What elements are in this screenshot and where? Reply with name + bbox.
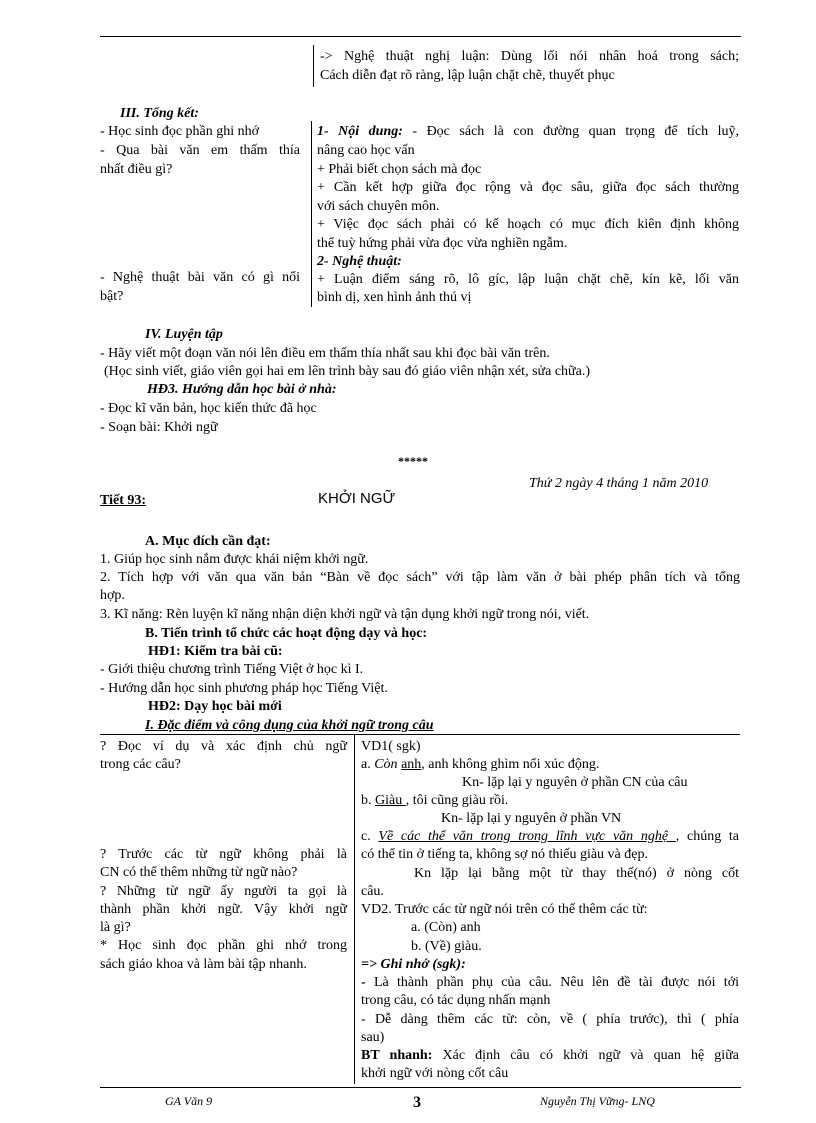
exercise-text: Xác định câu có khởi ngữ và quan hệ giữa [432,1048,739,1063]
summary-left-1: - Học sinh đọc phần ghi nhớ [100,124,260,139]
art-label: 2- Nghệ thuật: [317,254,402,269]
question-line-9: sách giáo khoa và làm bài tập nhanh. [100,957,307,972]
objectives-line-4: 3. Kĩ năng: Rèn luyện kĩ năng nhận diện khởi ngữ và tận dụng khởi ngữ trong nói, viết. [100,607,590,622]
example-b-note: Kn- lặp lại y nguyên ở phần VN [441,811,622,826]
summary-left-2: - Qua bài văn em thấm thía [100,143,300,158]
question-line-5: ? Những từ ngữ ấy người ta gọi là [100,884,347,899]
footer-left: GA Văn 9 [165,1094,213,1108]
question-line-7: là gì? [100,920,131,935]
example-2-a: a. (Còn) anh [411,920,481,935]
example-a-note: Kn- lặp lại y nguyên ở phần CN của câu [462,775,688,790]
example-b [361,791,508,810]
section-separator: ***** [398,454,428,468]
lesson-title: KHỞI NGỮ [318,490,396,507]
homework-line-2: - Soạn bài: Khởi ngữ [100,420,218,435]
question-line-6: thành phần khởi ngữ. Vậy khởi ngữ [100,902,347,917]
top-box-line-1: -> Nghệ thuật nghị luận: Dùng lối nói nhân hoá trong sách; [320,49,739,64]
question-line-4: CN có thể thêm những từ ngữ nào? [100,865,298,880]
question-line-3: ? Trước các từ ngữ không phải là [100,847,347,862]
summary-left-4: - Nghệ thuật bài văn có gì nổi [100,270,300,285]
page-number: 3 [413,1094,421,1111]
content-text: - Đọc sách là con đường quan trọng để tích luỹ, [402,124,739,139]
table-top-rule [100,734,740,735]
example-a-con: Còn [374,757,398,772]
summary-art-line-1: + Luận điểm sáng rõ, lô gíc, lập luận chặt chẽ, kín kẽ, lối văn [317,272,739,287]
summary-left-3: nhất điều gì? [100,162,173,177]
hd2-heading: HĐ2: Dạy học bài mới [148,699,282,714]
example-b-rest: , tôi cũng giàu rồi. [405,793,509,808]
remember-line-3: - Dễ dàng thêm các từ: còn, về ( phía trước), thì ( phía [361,1012,739,1027]
objectives-heading: A. Mục đích cần đạt: [145,534,271,549]
example-a-anh: anh [401,757,422,772]
summary-table-divider [311,121,312,307]
question-line-2: trong các câu? [100,757,181,772]
header-rule [100,36,741,37]
example-2-heading: VD2. Trước các từ ngữ nói trên có thể thêm các từ: [361,902,648,917]
example-c-note-2: câu. [361,884,384,899]
question-line-1: ? Đọc ví dụ và xác định chủ ngữ [100,739,347,754]
content-label: 1- Nội dung: [317,124,403,139]
example-c-underlined: các thể văn trong trong lĩnh vực văn nghệ [393,829,676,844]
example-c-rest: , chúng ta [675,829,740,844]
remember-line-1 [361,973,739,992]
example-c-ve: Về [378,829,394,844]
footer-right: Nguyễn Thị Vững- LNQ [540,1094,655,1108]
summary-content-line-5: với sách chuyên môn. [317,199,440,214]
hd1-heading: HĐ1: Kiểm tra bài cũ: [148,644,283,659]
section-heading: I. Đặc điểm và công dụng của khởi ngữ trong câu [145,718,434,733]
table-divider [354,734,355,1084]
example-c-note: Kn lặp lại bằng một từ thay thế(nó) ở nòng cốt [414,866,739,881]
process-heading: B. Tiến trình tổ chức các hoạt động dạy và học: [145,626,428,641]
summary-content-line-1 [317,122,739,141]
homework-heading: HĐ3. Hướng dẫn học bài ở nhà: [147,382,337,397]
summary-art-line-2: bình dị, xen hình ảnh thú vị [317,290,472,305]
exercise-line-1 [361,1046,739,1065]
summary-content-line-3: + Phải biết chọn sách mà đọc [317,162,482,177]
remember-line-4: sau) [361,1030,385,1045]
example-c-line-2: có thể tin ở tiếng ta, không sợ nó thiếu giàu và đẹp. [361,847,648,862]
summary-heading: III. Tổng kết: [120,106,199,121]
practice-heading: IV. Luyện tập [145,327,223,342]
remember-text-1: Là thành phần phụ của câu. Nêu lên đề tài được nói tới [373,975,739,990]
remember-line-2: trong câu, có tác dụng nhấn mạnh [361,993,551,1008]
lesson-label: Tiết 93: [100,493,147,508]
example-b-prefix: b. [361,793,375,808]
question-line-8: * Học sinh đọc phần ghi nhớ trong [100,938,347,953]
example-heading: VD1( sgk) [361,739,421,754]
example-b-giau: Giàu [375,793,406,808]
top-table-divider [313,45,314,87]
example-a-rest: , anh không ghìm nổi xúc động. [421,757,600,772]
summary-left-5: bật? [100,289,124,304]
remember-heading: => Ghi nhớ (sgk): [361,957,466,972]
process-line-1: - Giới thiệu chương trình Tiếng Việt ở học kì I. [100,662,364,677]
lesson-date: Thứ 2 ngày 4 tháng 1 năm 2010 [529,476,709,491]
objectives-line-1: 1. Giúp học sinh nắm được khái niệm khởi ngữ. [100,552,369,567]
summary-content-line-6: + Việc đọc sách phải có kế hoạch có mục đích kiên định không [317,217,739,232]
top-box-line-2: Cách diễn đạt rõ ràng, lập luận chặt chẽ, thuyết phục [320,68,615,83]
example-c-prefix: c. [361,829,379,844]
remember-dash: - [361,975,374,990]
footer-rule [100,1087,741,1088]
summary-content-line-2: nâng cao học vấn [317,143,415,158]
objectives-line-2: 2. Tích hợp với văn qua văn bản “Bàn về đọc sách” với tập làm văn ở bài phép phân tích và tổng [100,570,740,585]
example-a [361,755,599,774]
exercise-label: BT nhanh: [361,1048,433,1063]
summary-content-line-4: + Cần kết hợp giữa đọc rộng và đọc sâu, giữa đọc sách thường [317,180,739,195]
practice-line-1: - Hãy viết một đoạn văn nói lên điều em thấm thía nhất sau khi đọc bài văn trên. [100,346,550,361]
exercise-line-2: khởi ngữ với nòng cốt câu [361,1066,509,1081]
example-a-prefix: a. [361,757,375,772]
example-2-b: b. (Về) giàu. [411,939,482,954]
process-line-2: - Hướng dẫn học sinh phương pháp học Tiếng Việt. [100,681,388,696]
summary-content-line-7: thể tuỳ hứng phải vừa đọc vừa nghiền ngẫm. [317,236,568,251]
homework-line-1: - Đọc kĩ văn bản, học kiến thức đã học [100,401,317,416]
practice-line-2: (Học sinh viết, giáo viên gọi hai em lên trình bày sau đó giáo viên nhận xét, sửa chữa.) [104,364,590,379]
objectives-line-3: hợp. [100,588,125,603]
example-c [361,827,739,846]
